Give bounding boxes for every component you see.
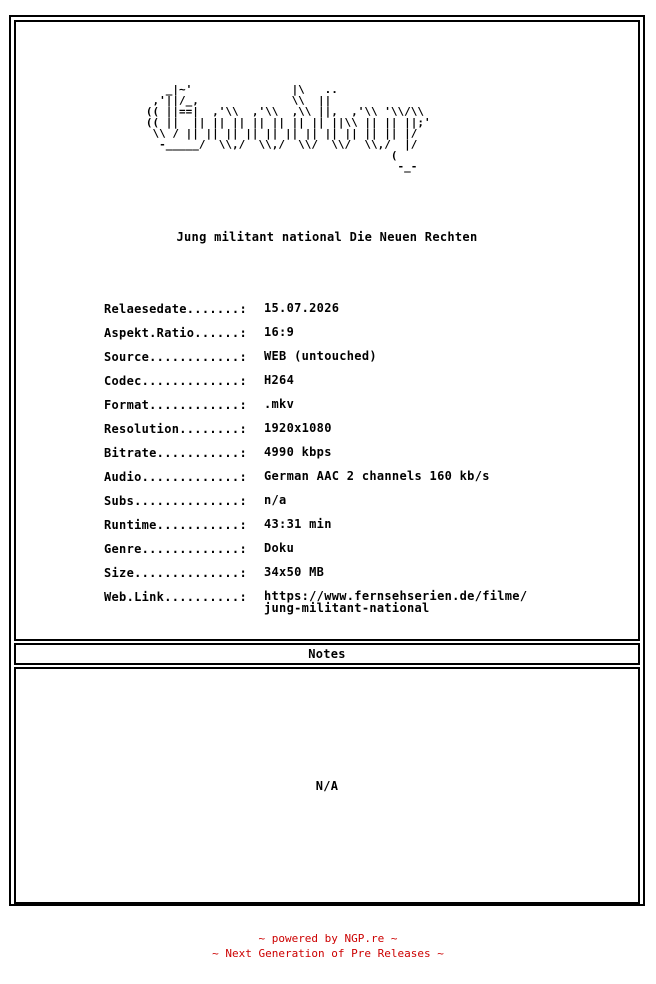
nfo-frame: [9, 15, 645, 906]
notes-header-label: Notes: [308, 647, 346, 661]
info-row-resolution: [104, 422, 527, 446]
info-value: German AAC 2 channels 160 kb/s: [264, 469, 490, 483]
info-key: Source............:: [104, 350, 247, 364]
info-key: Runtime...........:: [104, 518, 247, 532]
web-link[interactable]: https://www.fernsehserien.de/filme/ jung-militant-national: [264, 589, 528, 615]
release-title: Jung militant national Die Neuen Rechten: [176, 230, 478, 244]
info-value: 34x50 MB: [264, 565, 325, 579]
info-key: Size..............:: [104, 566, 247, 580]
info-row-source: [104, 350, 527, 374]
info-row-aspect-ratio: [104, 326, 527, 350]
info-row-audio: [104, 470, 527, 494]
info-value: H264: [264, 373, 295, 387]
info-row-releasedate: [104, 302, 527, 326]
info-value: .mkv: [264, 397, 295, 411]
info-row-codec: [104, 374, 527, 398]
info-key: Audio.............:: [104, 470, 247, 484]
info-row-bitrate: [104, 446, 527, 470]
footer-powered-by[interactable]: ~ powered by NGP.re ~: [258, 932, 398, 945]
info-key: Subs..............:: [104, 494, 247, 508]
info-key: Format............:: [104, 398, 247, 412]
info-key: Genre.............:: [104, 542, 247, 556]
info-key: Web.Link..........:: [104, 590, 247, 604]
info-value: 16:9: [264, 325, 295, 339]
notes-header: [14, 643, 640, 665]
notes-panel: [14, 667, 640, 904]
info-key: Bitrate...........:: [104, 446, 247, 460]
footer-tagline: ~ Next Generation of Pre Releases ~: [212, 947, 444, 960]
info-row-subs: [104, 494, 527, 518]
info-key: Resolution........:: [104, 422, 247, 436]
info-value: WEB (untouched): [264, 349, 377, 363]
info-key: Relaesedate.......:: [104, 302, 247, 316]
info-value: 43:31 min: [264, 517, 332, 531]
info-value: n/a: [264, 493, 287, 507]
info-row-size: [104, 566, 527, 590]
info-value: 1920x1080: [264, 421, 332, 435]
info-row-web-link: [104, 590, 527, 614]
release-info-panel: [14, 20, 640, 641]
goodboy-ascii-logo: _|~' |\ .. ,'||/_, \\ || (( ||==| ,'\\ ,'\\ ,\\ ||, ,'\\ '\\/\\ (( || || || || || || || || ||\\ || || ||;' \\ / || || || || || || || || || || || |/ -_____/ \\,/ \\,/ \\/ \\/ \\,/ |/ ( -_-: [145, 83, 431, 173]
info-value: 15.07.2026: [264, 301, 340, 315]
info-key: Aspekt.Ratio......:: [104, 326, 247, 340]
info-row-genre: [104, 542, 527, 566]
info-row-runtime: [104, 518, 527, 542]
info-key: Codec.............:: [104, 374, 247, 388]
release-info-list: [104, 302, 527, 614]
info-value: 4990 kbps: [264, 445, 332, 459]
notes-body: N/A: [315, 778, 339, 793]
info-row-format: [104, 398, 527, 422]
info-value: Doku: [264, 541, 295, 555]
